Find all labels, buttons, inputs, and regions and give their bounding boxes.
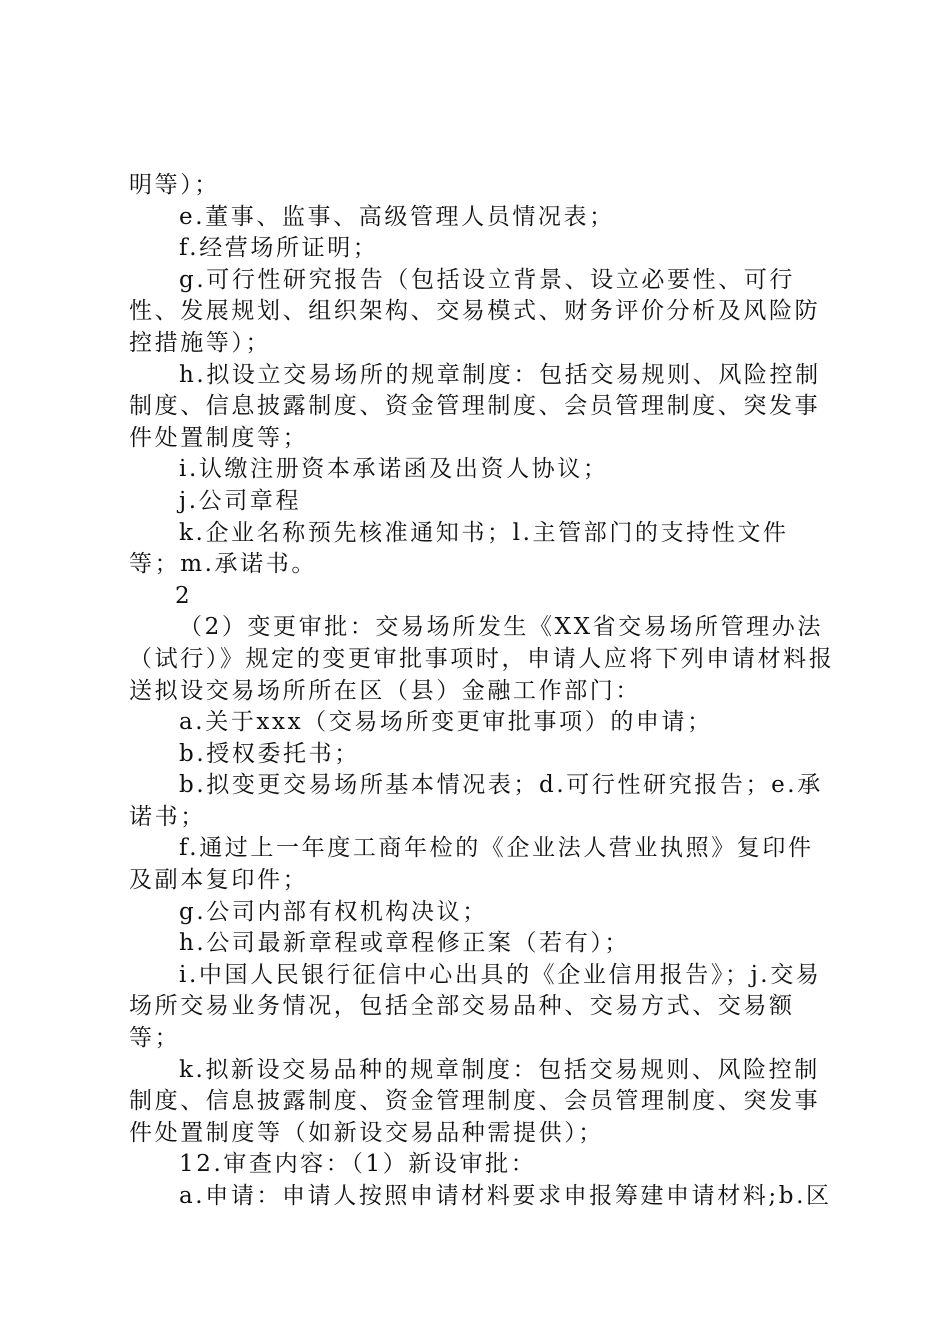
paragraph: g.公司内部有权机构决议； <box>179 898 488 925</box>
paragraph: k.拟新设交易品种的规章制度：包括交易规则、风险控制制度、信息披露制度、资金管理制度、会员管理制度、突发事件处置制度等（如新设交易品种需提供）； <box>129 1056 821 1146</box>
paragraph: j.公司章程 <box>179 487 302 514</box>
paragraph: f.经营场所证明； <box>179 235 379 262</box>
page-number: 2 <box>175 582 193 609</box>
paragraph: b.拟变更交易场所基本情况表；d.可行性研究报告；e.承诺书； <box>129 772 823 830</box>
paragraph: a.关于xxx（交易场所变更审批事项）的申请； <box>179 709 713 736</box>
paragraph: b.授权委托书； <box>179 740 360 767</box>
paragraph: k.企业名称预先核准通知书；l.主管部门的支持性文件等；m.承诺书。 <box>129 519 789 578</box>
document-body <box>129 170 839 1213</box>
paragraph: h.公司最新章程或章程修正案（若有）； <box>179 930 631 957</box>
paragraph: g.可行性研究报告（包括设立背景、设立必要性、可行性、发展规划、组织架构、交易模式、财务评价分析及风险防控措施等）； <box>129 266 821 356</box>
paragraph: 12.审查内容：（1）新设审批： <box>179 1151 537 1178</box>
paragraph: 明等）； <box>129 172 220 198</box>
paragraph: f.通过上一年度工商年检的《企业法人营业执照》复印件及副本复印件； <box>129 835 814 894</box>
paragraph: （2）变更审批：交易场所发生《XX省交易场所管理办法（试行）》规定的变更审批事项时，申请人应将下列申请材料报送拟设交易场所所在区（县）金融工作部门： <box>129 614 835 704</box>
paragraph: i.中国人民银行征信中心出具的《企业信用报告》；j.交易场所交易业务情况，包括全部交易品种、交易方式、交易额等； <box>129 961 822 1052</box>
paragraph: i.认缴注册资本承诺函及出资人协议； <box>179 456 609 483</box>
paragraph: a.申请：申请人按照申请材料要求申报筹建申请材料;b.区 <box>179 1183 832 1209</box>
paragraph: h.拟设立交易场所的规章制度：包括交易规则、风险控制制度、信息披露制度、资金管理制度、会员管理制度、突发事件处置制度等； <box>129 361 821 451</box>
paragraph: e.董事、监事、高级管理人员情况表； <box>179 203 615 230</box>
